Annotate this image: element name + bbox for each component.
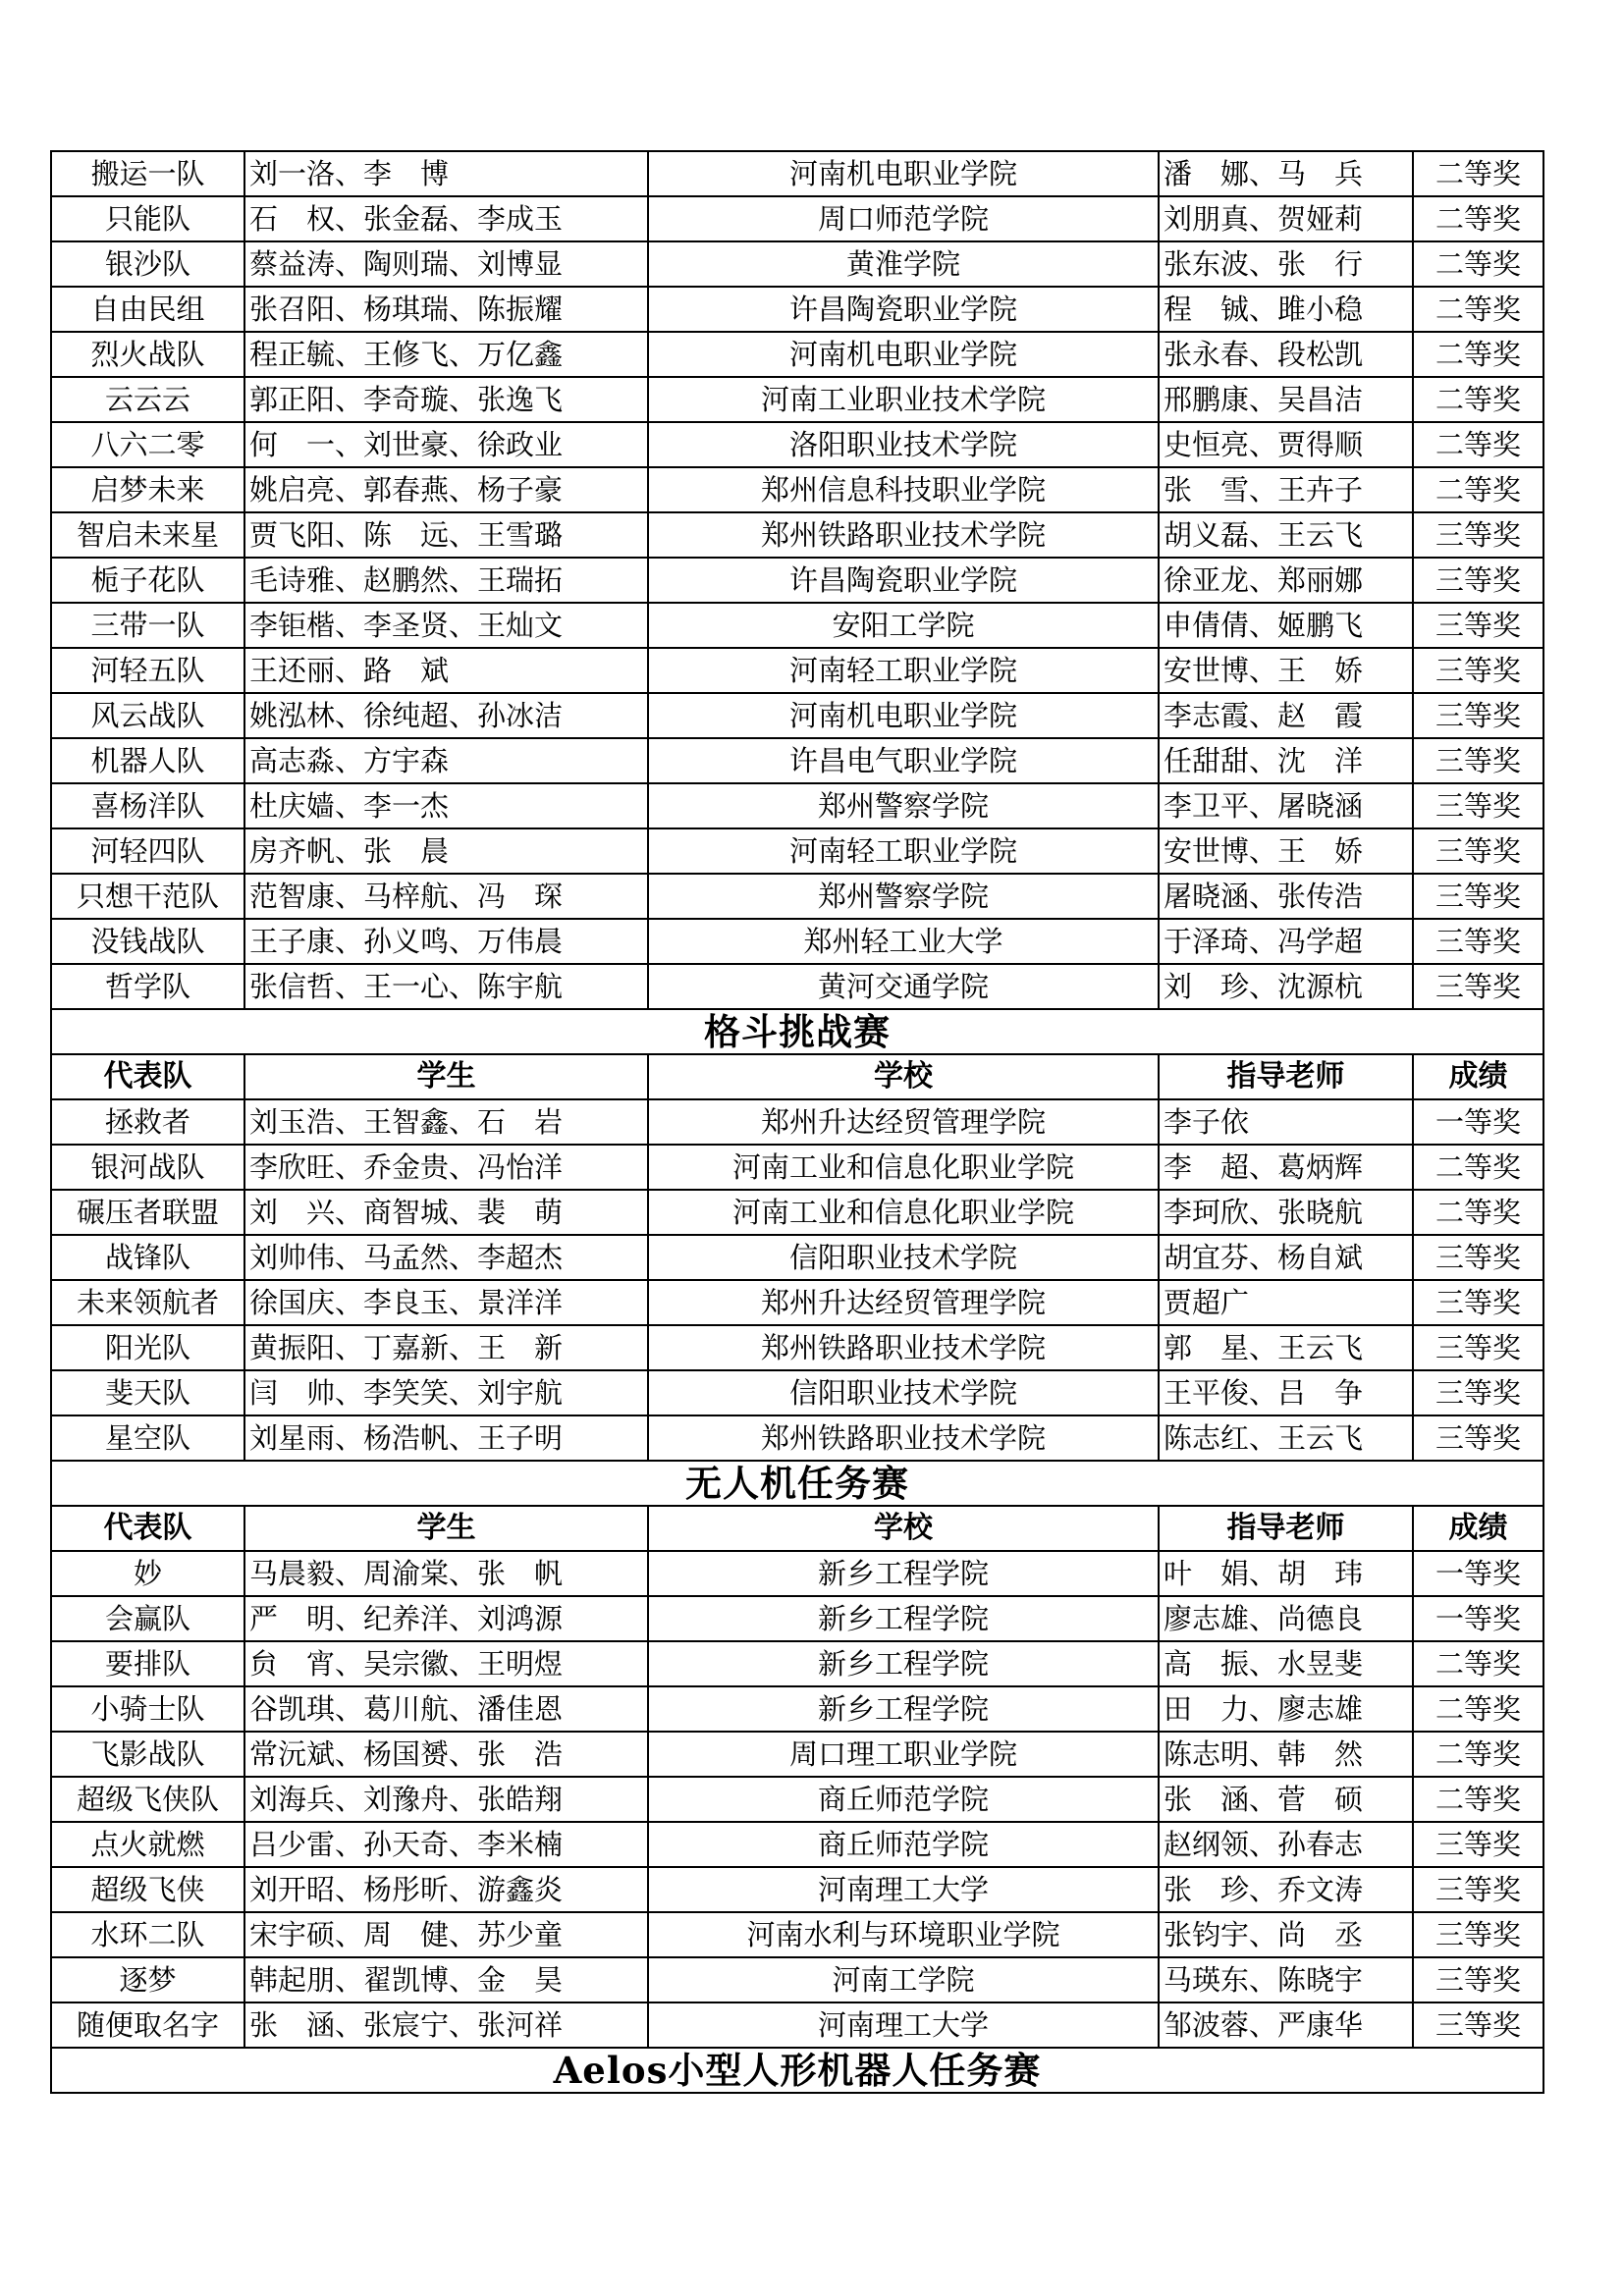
- cell-school: 洛阳职业技术学院: [648, 422, 1159, 467]
- cell-result: 二等奖: [1413, 1641, 1543, 1686]
- cell-team: 喜杨洋队: [51, 783, 244, 828]
- cell-students: 毛诗雅、赵鹏然、王瑞拓: [244, 558, 648, 603]
- cell-teacher: 张东波、张 行: [1159, 241, 1413, 287]
- table-row: [51, 1867, 1543, 1912]
- cell-result: 二等奖: [1413, 422, 1543, 467]
- table-row: [51, 1641, 1543, 1686]
- cell-students: 张召阳、杨琪瑞、陈振耀: [244, 287, 648, 332]
- cell-students: 黄振阳、丁嘉新、王 新: [244, 1325, 648, 1370]
- cell-result: 二等奖: [1413, 1732, 1543, 1777]
- cell-team: 斐天队: [51, 1370, 244, 1415]
- cell-teacher: 张永春、段松凯: [1159, 332, 1413, 377]
- cell-teacher: 胡宜芬、杨自斌: [1159, 1235, 1413, 1280]
- table-row: [51, 241, 1543, 287]
- table-row: [51, 1777, 1543, 1822]
- cell-teacher: 邹波蓉、严康华: [1159, 2002, 1413, 2048]
- cell-teacher: 赵纲领、孙春志: [1159, 1822, 1413, 1867]
- table-row: [51, 1596, 1543, 1641]
- cell-school: 商丘师范学院: [648, 1777, 1159, 1822]
- cell-school: 河南机电职业学院: [648, 151, 1159, 196]
- table-row: [51, 1235, 1543, 1280]
- cell-team: 河轻四队: [51, 828, 244, 874]
- cell-school: 河南工业和信息化职业学院: [648, 1145, 1159, 1190]
- cell-teacher: 刘朋真、贺娅莉: [1159, 196, 1413, 241]
- cell-team: 八六二零: [51, 422, 244, 467]
- table-row: [51, 1822, 1543, 1867]
- cell-team: 超级飞侠: [51, 1867, 244, 1912]
- cell-students: 贾飞阳、陈 远、王雪璐: [244, 512, 648, 558]
- cell-students: 刘玉浩、王智鑫、石 岩: [244, 1099, 648, 1145]
- cell-teacher: 马瑛东、陈晓宇: [1159, 1957, 1413, 2002]
- cell-teacher: 史恒亮、贾得顺: [1159, 422, 1413, 467]
- cell-school: 郑州升达经贸管理学院: [648, 1099, 1159, 1145]
- cell-school: 许昌电气职业学院: [648, 738, 1159, 783]
- cell-team: 会赢队: [51, 1596, 244, 1641]
- cell-result: 三等奖: [1413, 738, 1543, 783]
- table-row: [51, 603, 1543, 648]
- cell-team: 启梦未来: [51, 467, 244, 512]
- table-row: [51, 1957, 1543, 2002]
- cell-students: 张信哲、王一心、陈宇航: [244, 964, 648, 1009]
- table-row: [51, 1145, 1543, 1190]
- cell-teacher: 张 雪、王卉子: [1159, 467, 1413, 512]
- cell-school: 信阳职业技术学院: [648, 1235, 1159, 1280]
- cell-teacher: 张钧宇、尚 丞: [1159, 1912, 1413, 1957]
- cell-students: 韩起朋、翟凯博、金 昊: [244, 1957, 648, 2002]
- cell-result: 二等奖: [1413, 151, 1543, 196]
- cell-school: 河南机电职业学院: [648, 332, 1159, 377]
- table-row: [51, 964, 1543, 1009]
- cell-school: 河南轻工职业学院: [648, 828, 1159, 874]
- column-header-team: 代表队: [51, 1506, 244, 1551]
- table-row: [51, 1325, 1543, 1370]
- cell-result: 三等奖: [1413, 1280, 1543, 1325]
- column-header-teacher: 指导老师: [1159, 1054, 1413, 1099]
- cell-team: 风云战队: [51, 693, 244, 738]
- cell-teacher: 邢鹏康、吴昌洁: [1159, 377, 1413, 422]
- cell-team: 小骑士队: [51, 1686, 244, 1732]
- section-title: 无人机任务赛: [51, 1461, 1543, 1506]
- table-row: [51, 738, 1543, 783]
- awards-table-body: [51, 151, 1543, 2093]
- cell-result: 三等奖: [1413, 558, 1543, 603]
- table-row: [51, 422, 1543, 467]
- cell-school: 许昌陶瓷职业学院: [648, 287, 1159, 332]
- cell-students: 常沅斌、杨国赟、张 浩: [244, 1732, 648, 1777]
- cell-teacher: 安世博、王 娇: [1159, 828, 1413, 874]
- column-header-students: 学生: [244, 1506, 648, 1551]
- cell-students: 刘海兵、刘豫舟、张皓翔: [244, 1777, 648, 1822]
- cell-school: 郑州轻工业大学: [648, 919, 1159, 964]
- cell-teacher: 屠晓涵、张传浩: [1159, 874, 1413, 919]
- cell-result: 三等奖: [1413, 603, 1543, 648]
- section-title: Aelos小型人形机器人任务赛: [51, 2048, 1543, 2093]
- cell-team: 拯救者: [51, 1099, 244, 1145]
- cell-teacher: 李珂欣、张晓航: [1159, 1190, 1413, 1235]
- cell-teacher: 王平俊、吕 争: [1159, 1370, 1413, 1415]
- cell-teacher: 田 力、廖志雄: [1159, 1686, 1413, 1732]
- cell-result: 二等奖: [1413, 332, 1543, 377]
- cell-result: 二等奖: [1413, 241, 1543, 287]
- cell-school: 许昌陶瓷职业学院: [648, 558, 1159, 603]
- cell-teacher: 安世博、王 娇: [1159, 648, 1413, 693]
- cell-students: 高志淼、方宇森: [244, 738, 648, 783]
- cell-school: 郑州升达经贸管理学院: [648, 1280, 1159, 1325]
- cell-team: 碾压者联盟: [51, 1190, 244, 1235]
- cell-team: 机器人队: [51, 738, 244, 783]
- cell-school: 黄河交通学院: [648, 964, 1159, 1009]
- cell-school: 河南理工大学: [648, 2002, 1159, 2048]
- cell-teacher: 高 振、水昱斐: [1159, 1641, 1413, 1686]
- cell-team: 智启未来星: [51, 512, 244, 558]
- cell-teacher: 任甜甜、沈 洋: [1159, 738, 1413, 783]
- cell-teacher: 张 涵、菅 硕: [1159, 1777, 1413, 1822]
- column-header-students: 学生: [244, 1054, 648, 1099]
- cell-result: 三等奖: [1413, 1912, 1543, 1957]
- column-header-result: 成绩: [1413, 1054, 1543, 1099]
- cell-students: 刘帅伟、马孟然、李超杰: [244, 1235, 648, 1280]
- table-row: [51, 693, 1543, 738]
- cell-result: 三等奖: [1413, 648, 1543, 693]
- cell-result: 二等奖: [1413, 1777, 1543, 1822]
- cell-team: 水环二队: [51, 1912, 244, 1957]
- cell-result: 三等奖: [1413, 1415, 1543, 1461]
- cell-team: 搬运一队: [51, 151, 244, 196]
- table-row: [51, 874, 1543, 919]
- cell-school: 新乡工程学院: [648, 1551, 1159, 1596]
- cell-teacher: 陈志红、王云飞: [1159, 1415, 1413, 1461]
- cell-team: 栀子花队: [51, 558, 244, 603]
- table-row: [51, 1686, 1543, 1732]
- cell-teacher: 刘 珍、沈源杭: [1159, 964, 1413, 1009]
- table-row: [51, 287, 1543, 332]
- cell-students: 马晨毅、周渝棠、张 帆: [244, 1551, 648, 1596]
- cell-team: 妙: [51, 1551, 244, 1596]
- cell-school: 郑州警察学院: [648, 783, 1159, 828]
- cell-result: 三等奖: [1413, 783, 1543, 828]
- cell-students: 刘星雨、杨浩帆、王子明: [244, 1415, 648, 1461]
- cell-school: 安阳工学院: [648, 603, 1159, 648]
- cell-team: 只能队: [51, 196, 244, 241]
- cell-team: 点火就燃: [51, 1822, 244, 1867]
- cell-team: 银沙队: [51, 241, 244, 287]
- cell-school: 河南轻工职业学院: [648, 648, 1159, 693]
- table-row: [51, 2002, 1543, 2048]
- table-row: [51, 196, 1543, 241]
- cell-result: 一等奖: [1413, 1596, 1543, 1641]
- cell-school: 新乡工程学院: [648, 1686, 1159, 1732]
- cell-teacher: 叶 娟、胡 玮: [1159, 1551, 1413, 1596]
- cell-school: 河南水利与环境职业学院: [648, 1912, 1159, 1957]
- cell-result: 二等奖: [1413, 1190, 1543, 1235]
- cell-school: 周口师范学院: [648, 196, 1159, 241]
- cell-teacher: 李志霞、赵 霞: [1159, 693, 1413, 738]
- cell-team: 随便取名字: [51, 2002, 244, 2048]
- section-drone-mission: [51, 1461, 1543, 1506]
- cell-team: 战锋队: [51, 1235, 244, 1280]
- table-row: [51, 151, 1543, 196]
- cell-teacher: 陈志明、韩 然: [1159, 1732, 1413, 1777]
- table-row: [51, 1551, 1543, 1596]
- cell-students: 杜庆嫱、李一杰: [244, 783, 648, 828]
- cell-teacher: 李子依: [1159, 1099, 1413, 1145]
- cell-students: 王还丽、路 斌: [244, 648, 648, 693]
- table-row: [51, 558, 1543, 603]
- table-row: [51, 919, 1543, 964]
- cell-result: 一等奖: [1413, 1099, 1543, 1145]
- column-header-school: 学校: [648, 1054, 1159, 1099]
- cell-students: 何 一、刘世豪、徐政业: [244, 422, 648, 467]
- cell-result: 二等奖: [1413, 196, 1543, 241]
- cell-students: 王子康、孙义鸣、万伟晨: [244, 919, 648, 964]
- table-row: [51, 1190, 1543, 1235]
- cell-teacher: 郭 星、王云飞: [1159, 1325, 1413, 1370]
- cell-students: 石 权、张金磊、李成玉: [244, 196, 648, 241]
- cell-team: 要排队: [51, 1641, 244, 1686]
- cell-team: 阳光队: [51, 1325, 244, 1370]
- cell-team: 未来领航者: [51, 1280, 244, 1325]
- cell-school: 新乡工程学院: [648, 1641, 1159, 1686]
- cell-students: 严 明、纪养洋、刘鸿源: [244, 1596, 648, 1641]
- cell-students: 刘开昭、杨彤昕、游鑫炎: [244, 1867, 648, 1912]
- cell-result: 三等奖: [1413, 828, 1543, 874]
- cell-result: 一等奖: [1413, 1551, 1543, 1596]
- cell-team: 星空队: [51, 1415, 244, 1461]
- section-fight-challenge: [51, 1009, 1543, 1054]
- cell-team: 三带一队: [51, 603, 244, 648]
- table-row: [51, 467, 1543, 512]
- awards-table: [50, 150, 1544, 2094]
- cell-result: 三等奖: [1413, 1235, 1543, 1280]
- column-header-team: 代表队: [51, 1054, 244, 1099]
- cell-teacher: 李卫平、屠晓涵: [1159, 783, 1413, 828]
- cell-teacher: 申倩倩、姬鹏飞: [1159, 603, 1413, 648]
- cell-result: 二等奖: [1413, 377, 1543, 422]
- cell-team: 没钱战队: [51, 919, 244, 964]
- table-row: [51, 828, 1543, 874]
- cell-result: 二等奖: [1413, 467, 1543, 512]
- section-aelos-robot: [51, 2048, 1543, 2093]
- cell-students: 张 涵、张宸宁、张河祥: [244, 2002, 648, 2048]
- cell-result: 三等奖: [1413, 964, 1543, 1009]
- section-title: 格斗挑战赛: [51, 1009, 1543, 1054]
- cell-teacher: 徐亚龙、郑丽娜: [1159, 558, 1413, 603]
- cell-team: 云云云: [51, 377, 244, 422]
- cell-result: 三等奖: [1413, 1957, 1543, 2002]
- table-row: [51, 1370, 1543, 1415]
- cell-team: 超级飞侠队: [51, 1777, 244, 1822]
- cell-teacher: 贾超广: [1159, 1280, 1413, 1325]
- cell-result: 三等奖: [1413, 874, 1543, 919]
- column-header-row: [51, 1054, 1543, 1099]
- cell-team: 飞影战队: [51, 1732, 244, 1777]
- cell-students: 李欣旺、乔金贵、冯怡洋: [244, 1145, 648, 1190]
- cell-students: 吕少雷、孙天奇、李米楠: [244, 1822, 648, 1867]
- cell-result: 三等奖: [1413, 1370, 1543, 1415]
- cell-school: 郑州信息科技职业学院: [648, 467, 1159, 512]
- table-row: [51, 1415, 1543, 1461]
- table-row: [51, 332, 1543, 377]
- cell-result: 二等奖: [1413, 1686, 1543, 1732]
- table-row: [51, 648, 1543, 693]
- cell-school: 信阳职业技术学院: [648, 1370, 1159, 1415]
- table-row: [51, 1912, 1543, 1957]
- cell-result: 二等奖: [1413, 1145, 1543, 1190]
- cell-students: 蔡益涛、陶则瑞、刘博显: [244, 241, 648, 287]
- cell-school: 郑州警察学院: [648, 874, 1159, 919]
- cell-school: 河南理工大学: [648, 1867, 1159, 1912]
- cell-teacher: 张 珍、乔文涛: [1159, 1867, 1413, 1912]
- cell-school: 商丘师范学院: [648, 1822, 1159, 1867]
- cell-result: 三等奖: [1413, 1325, 1543, 1370]
- cell-result: 三等奖: [1413, 512, 1543, 558]
- column-header-row: [51, 1506, 1543, 1551]
- table-row: [51, 512, 1543, 558]
- cell-students: 李钜楷、李圣贤、王灿文: [244, 603, 648, 648]
- cell-teacher: 胡义磊、王云飞: [1159, 512, 1413, 558]
- cell-students: 郭正阳、李奇璇、张逸飞: [244, 377, 648, 422]
- cell-students: 宋宇硕、周 健、苏少童: [244, 1912, 648, 1957]
- cell-teacher: 于泽琦、冯学超: [1159, 919, 1413, 964]
- table-row: [51, 1280, 1543, 1325]
- cell-team: 自由民组: [51, 287, 244, 332]
- cell-result: 二等奖: [1413, 287, 1543, 332]
- cell-students: 刘 兴、商智城、裴 萌: [244, 1190, 648, 1235]
- cell-school: 河南工学院: [648, 1957, 1159, 2002]
- cell-team: 烈火战队: [51, 332, 244, 377]
- cell-teacher: 潘 娜、马 兵: [1159, 151, 1413, 196]
- cell-students: 姚启亮、郭春燕、杨子豪: [244, 467, 648, 512]
- table-row: [51, 1732, 1543, 1777]
- cell-team: 哲学队: [51, 964, 244, 1009]
- cell-students: 姚泓林、徐纯超、孙冰洁: [244, 693, 648, 738]
- table-row: [51, 1099, 1543, 1145]
- cell-result: 三等奖: [1413, 1867, 1543, 1912]
- cell-team: 银河战队: [51, 1145, 244, 1190]
- cell-school: 周口理工职业学院: [648, 1732, 1159, 1777]
- cell-team: 只想干范队: [51, 874, 244, 919]
- table-row: [51, 377, 1543, 422]
- table-row: [51, 783, 1543, 828]
- column-header-result: 成绩: [1413, 1506, 1543, 1551]
- cell-school: 郑州铁路职业技术学院: [648, 1415, 1159, 1461]
- cell-school: 河南工业职业技术学院: [648, 377, 1159, 422]
- cell-teacher: 廖志雄、尚德良: [1159, 1596, 1413, 1641]
- cell-school: 河南工业和信息化职业学院: [648, 1190, 1159, 1235]
- cell-school: 郑州铁路职业技术学院: [648, 512, 1159, 558]
- cell-students: 刘一洛、李 博: [244, 151, 648, 196]
- cell-school: 河南机电职业学院: [648, 693, 1159, 738]
- cell-result: 三等奖: [1413, 693, 1543, 738]
- column-header-school: 学校: [648, 1506, 1159, 1551]
- cell-students: 房齐帆、张 晨: [244, 828, 648, 874]
- cell-students: 闫 帅、李笑笑、刘宇航: [244, 1370, 648, 1415]
- cell-students: 谷凯琪、葛川航、潘佳恩: [244, 1686, 648, 1732]
- cell-team: 逐梦: [51, 1957, 244, 2002]
- cell-team: 河轻五队: [51, 648, 244, 693]
- cell-school: 黄淮学院: [648, 241, 1159, 287]
- cell-school: 郑州铁路职业技术学院: [648, 1325, 1159, 1370]
- cell-school: 新乡工程学院: [648, 1596, 1159, 1641]
- cell-students: 徐国庆、李良玉、景洋洋: [244, 1280, 648, 1325]
- cell-result: 三等奖: [1413, 919, 1543, 964]
- column-header-teacher: 指导老师: [1159, 1506, 1413, 1551]
- cell-students: 范智康、马梓航、冯 琛: [244, 874, 648, 919]
- cell-students: 贠 宵、吴宗徽、王明煜: [244, 1641, 648, 1686]
- cell-students: 程正毓、王修飞、万亿鑫: [244, 332, 648, 377]
- cell-teacher: 程 铖、雎小稳: [1159, 287, 1413, 332]
- cell-result: 三等奖: [1413, 1822, 1543, 1867]
- cell-result: 三等奖: [1413, 2002, 1543, 2048]
- cell-teacher: 李 超、葛炳辉: [1159, 1145, 1413, 1190]
